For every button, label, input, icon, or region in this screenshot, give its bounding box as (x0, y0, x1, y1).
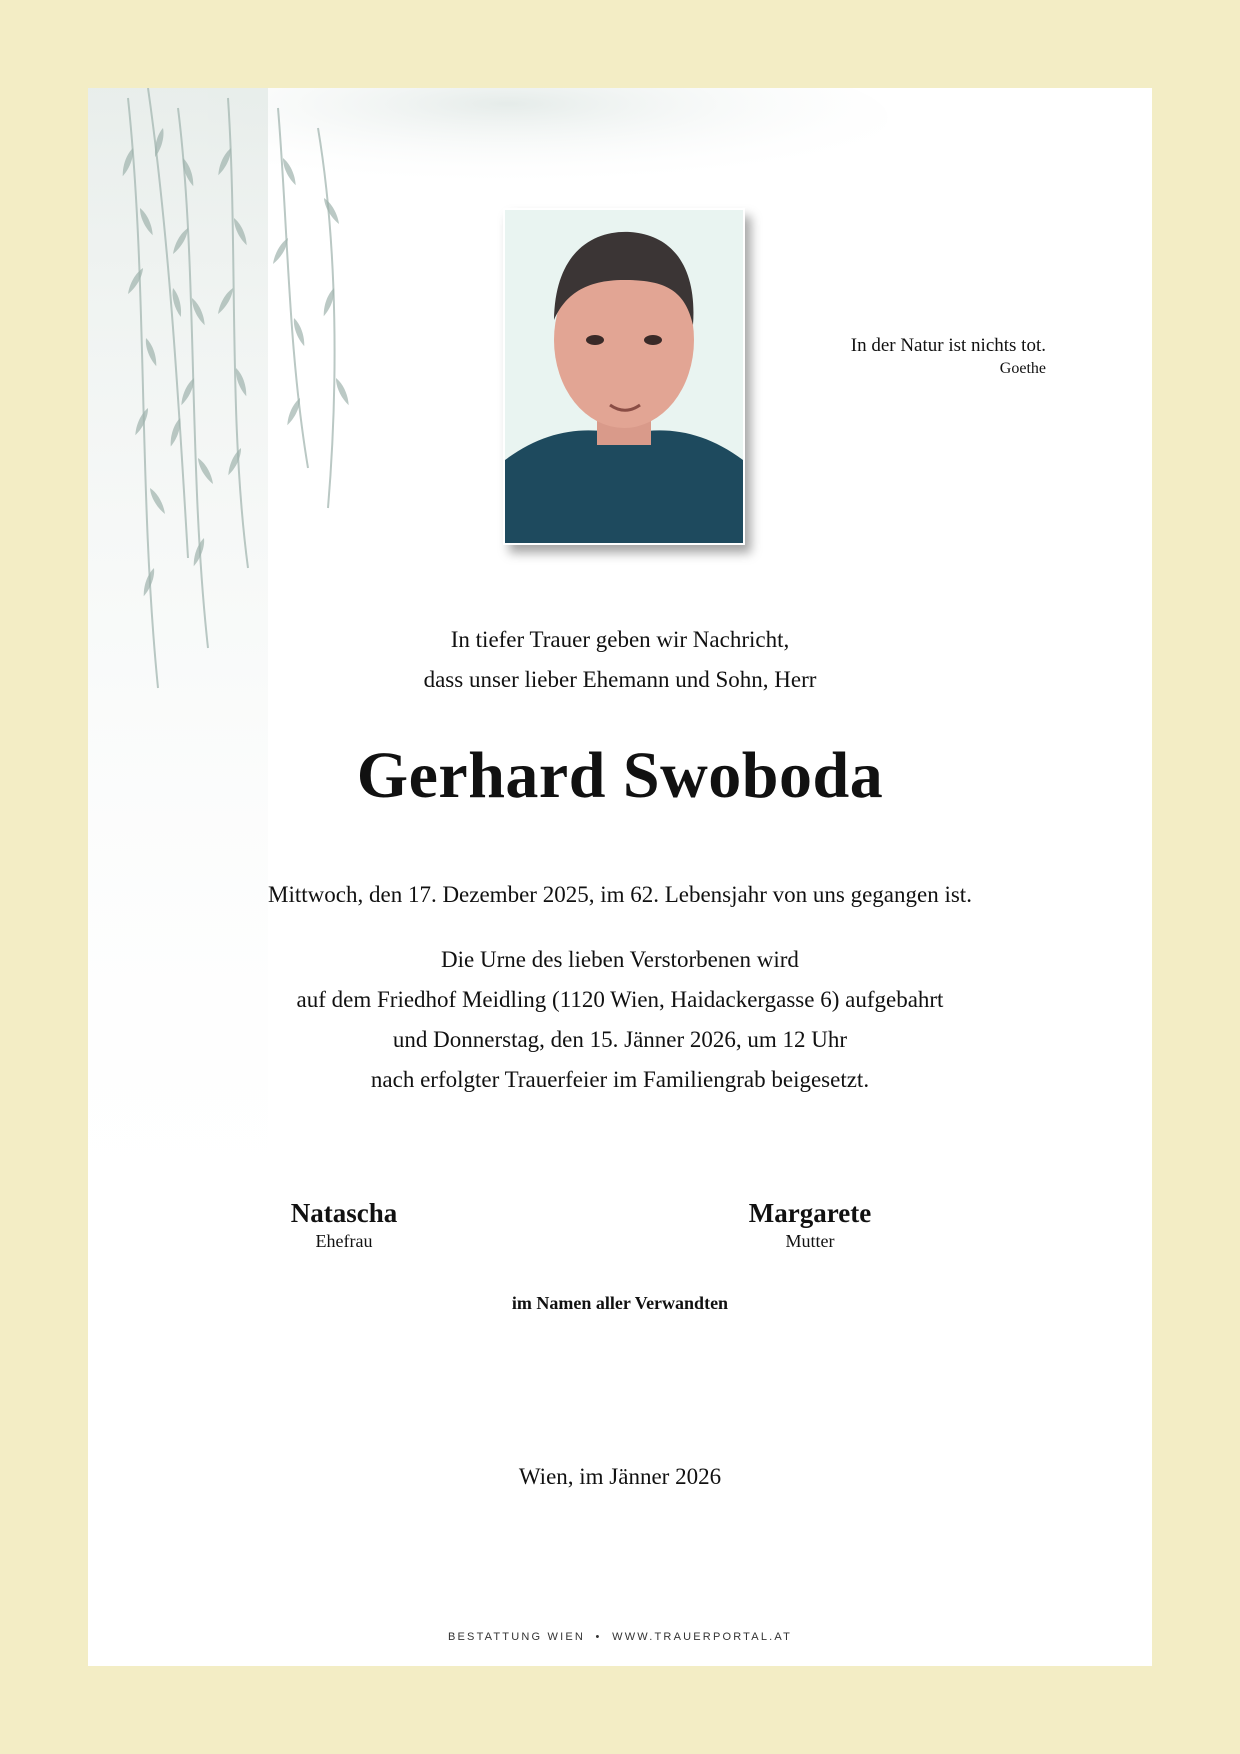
mourner-name: Natascha (290, 1198, 398, 1228)
mourner-mother (660, 1196, 960, 1252)
details-line: Die Urne des lieben Verstorbenen wird (441, 947, 799, 972)
place-date: Wien, im Jänner 2026 (518, 1464, 722, 1489)
intro-line: In tiefer Trauer geben wir Nachricht, (450, 627, 790, 652)
mourner-name: Margarete (748, 1198, 872, 1228)
quote-author: Goethe (999, 360, 1046, 377)
details-line: und Donnerstag, den 15. Jänner 2026, um 12 Uhr (392, 1027, 848, 1052)
mourner-role: Ehefrau (315, 1231, 373, 1251)
quote-text: In der Natur ist nichts tot. (850, 335, 1046, 356)
date-of-death-line: Mittwoch, den 17. Dezember 2025, im 62. Lebensjahr von uns gegangen ist. (268, 882, 972, 907)
portrait-photo (503, 208, 745, 545)
mourner-role: Mutter (785, 1231, 835, 1251)
deceased-name: Gerhard Swoboda (356, 739, 884, 812)
intro-line: dass unser lieber Ehemann und Sohn, Herr (423, 667, 817, 692)
details-line: auf dem Friedhof Meidling (1120 Wien, Haidackergasse 6) aufgebahrt (296, 987, 944, 1012)
funeral-details (88, 940, 1152, 1100)
relatives-line: im Namen aller Verwandten (511, 1293, 729, 1313)
quote-block (851, 334, 1046, 380)
details-line: nach erfolgter Trauerfeier im Familiengrab beigesetzt. (370, 1067, 870, 1092)
announcement-intro (88, 620, 1152, 700)
obituary-card (88, 88, 1152, 1666)
footer-publisher: BESTATTUNG WIEN • WWW.TRAUERPORTAL.AT (447, 1631, 793, 1643)
mourner-wife (194, 1196, 494, 1252)
